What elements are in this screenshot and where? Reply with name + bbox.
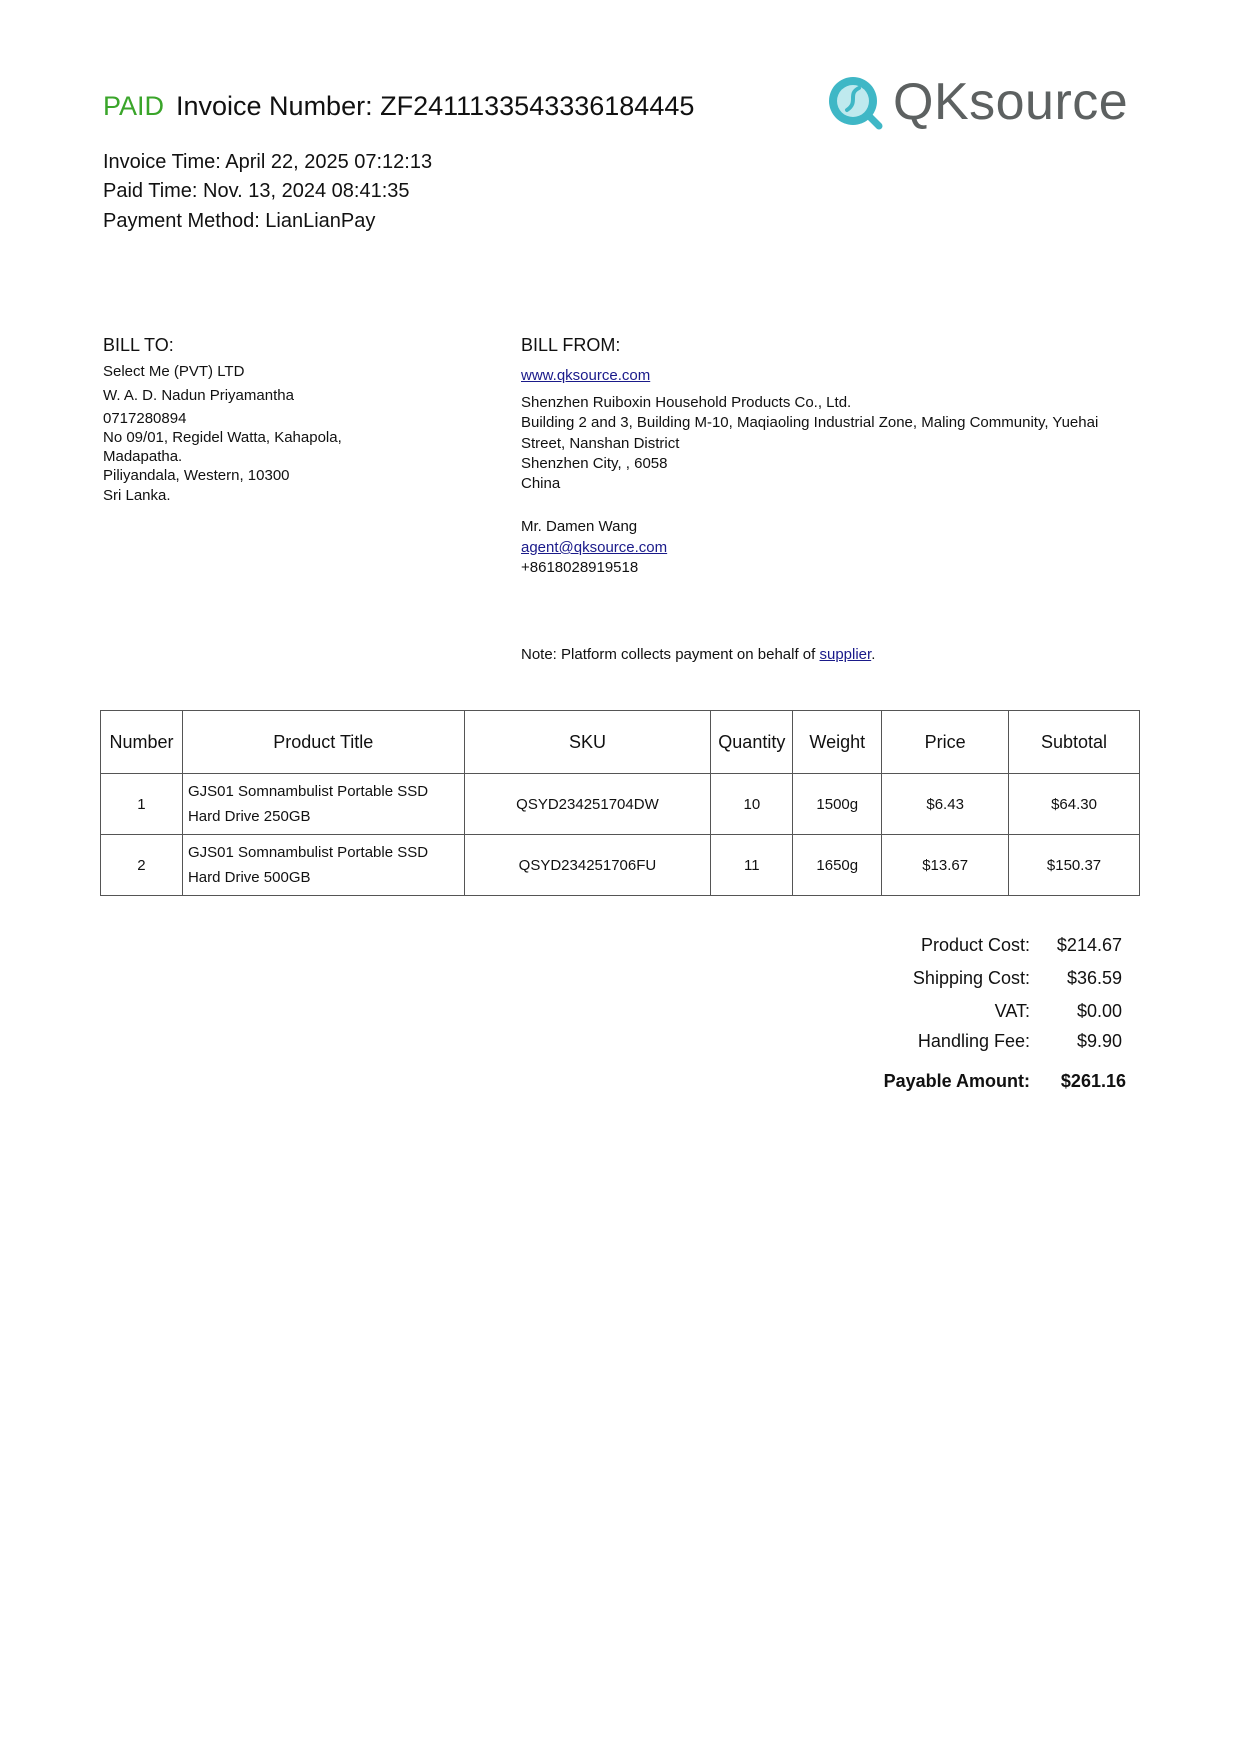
product-cost-value: $214.67 <box>1056 935 1122 955</box>
cell-price: $6.43 <box>882 774 1009 835</box>
vat-value: $0.00 <box>1076 1001 1122 1021</box>
product-title-line2: Hard Drive 500GB <box>187 869 311 886</box>
qksource-logo <box>825 72 1145 132</box>
bill-to-title: BILL TO: <box>103 335 174 355</box>
payable-amount-value: $261.16 <box>1060 1071 1126 1091</box>
cell-number: 2 <box>101 835 183 896</box>
bill-to-country: Sri Lanka. <box>103 487 171 504</box>
bill-from-address-line1: Building 2 and 3, Building M-10, Maqiaoling Industrial Zone, Maling Community, Yuehai <box>521 414 1099 431</box>
logo-mark-icon <box>825 72 885 132</box>
invoice-time: Invoice Time: April 22, 2025 07:12:13 <box>103 151 433 173</box>
note-prefix: Note: Platform collects payment on behalf of <box>521 646 820 663</box>
cell-subtotal: $150.37 <box>1009 835 1140 896</box>
header-weight: Weight <box>793 711 882 774</box>
bill-from-company: Shenzhen Ruiboxin Household Products Co., Ltd. <box>521 394 852 411</box>
cell-product-title <box>182 774 464 835</box>
bill-to-address-line3: Piliyandala, Western, 10300 <box>103 467 290 484</box>
cell-subtotal: $64.30 <box>1009 774 1140 835</box>
table-row <box>101 774 1140 835</box>
payment-note <box>521 645 875 665</box>
cell-number: 1 <box>101 774 183 835</box>
supplier-email-link[interactable]: agent@qksource.com <box>521 539 668 556</box>
product-title-line1: GJS01 Somnambulist Portable SSD <box>187 783 429 800</box>
invoice-number: Invoice Number: ZF2411133543336184445 <box>176 91 695 121</box>
header-subtotal: Subtotal <box>1009 711 1140 774</box>
handling-fee-value: $9.90 <box>1076 1031 1122 1051</box>
bill-to-address-line2: Madapatha. <box>103 448 183 465</box>
cell-product-title <box>182 835 464 896</box>
cell-sku: QSYD234251706FU <box>464 835 711 896</box>
table-header-row <box>101 711 1140 774</box>
note-suffix: . <box>871 646 876 663</box>
header-product-title: Product Title <box>182 711 464 774</box>
cell-sku: QSYD234251704DW <box>464 774 711 835</box>
bill-to-name: W. A. D. Nadun Priyamantha <box>103 387 294 404</box>
product-cost-label: Product Cost: <box>920 935 1030 955</box>
bill-from-title: BILL FROM: <box>521 335 621 355</box>
cell-quantity: 10 <box>711 774 793 835</box>
items-table <box>100 710 1140 896</box>
table-row <box>101 835 1140 896</box>
product-title-line1: GJS01 Somnambulist Portable SSD <box>187 844 429 861</box>
bill-from-country: China <box>521 475 561 492</box>
bill-from-address-line2: Street, Nanshan District <box>521 435 680 452</box>
bill-from-phone: +8618028919518 <box>521 559 639 576</box>
bill-from-address-line3: Shenzhen City, , 6058 <box>521 455 668 472</box>
bill-from-contact: Mr. Damen Wang <box>521 518 638 535</box>
cell-weight: 1650g <box>793 835 882 896</box>
header-sku: SKU <box>464 711 711 774</box>
cell-weight: 1500g <box>793 774 882 835</box>
payable-amount-label: Payable Amount: <box>883 1071 1030 1091</box>
paid-status-label: PAID <box>103 91 165 121</box>
vat-label: VAT: <box>994 1001 1030 1021</box>
cell-quantity: 11 <box>711 835 793 896</box>
cell-price: $13.67 <box>882 835 1009 896</box>
bill-to-phone: 0717280894 <box>103 410 187 427</box>
bill-to-company: Select Me (PVT) LTD <box>103 363 245 380</box>
shipping-cost-label: Shipping Cost: <box>912 968 1030 988</box>
bill-to-address-line1: No 09/01, Regidel Watta, Kahapola, <box>103 429 342 446</box>
shipping-cost-value: $36.59 <box>1066 968 1122 988</box>
supplier-link[interactable]: supplier <box>819 646 872 663</box>
supplier-website-link[interactable]: www.qksource.com <box>521 367 651 384</box>
handling-fee-label: Handling Fee: <box>917 1031 1030 1051</box>
header-price: Price <box>882 711 1009 774</box>
product-title-line2: Hard Drive 250GB <box>187 808 311 825</box>
paid-time: Paid Time: Nov. 13, 2024 08:41:35 <box>103 180 410 202</box>
header-number: Number <box>101 711 183 774</box>
payment-method: Payment Method: LianLianPay <box>103 210 376 232</box>
logo-text: QKsource <box>893 73 1129 131</box>
header-quantity: Quantity <box>711 711 793 774</box>
